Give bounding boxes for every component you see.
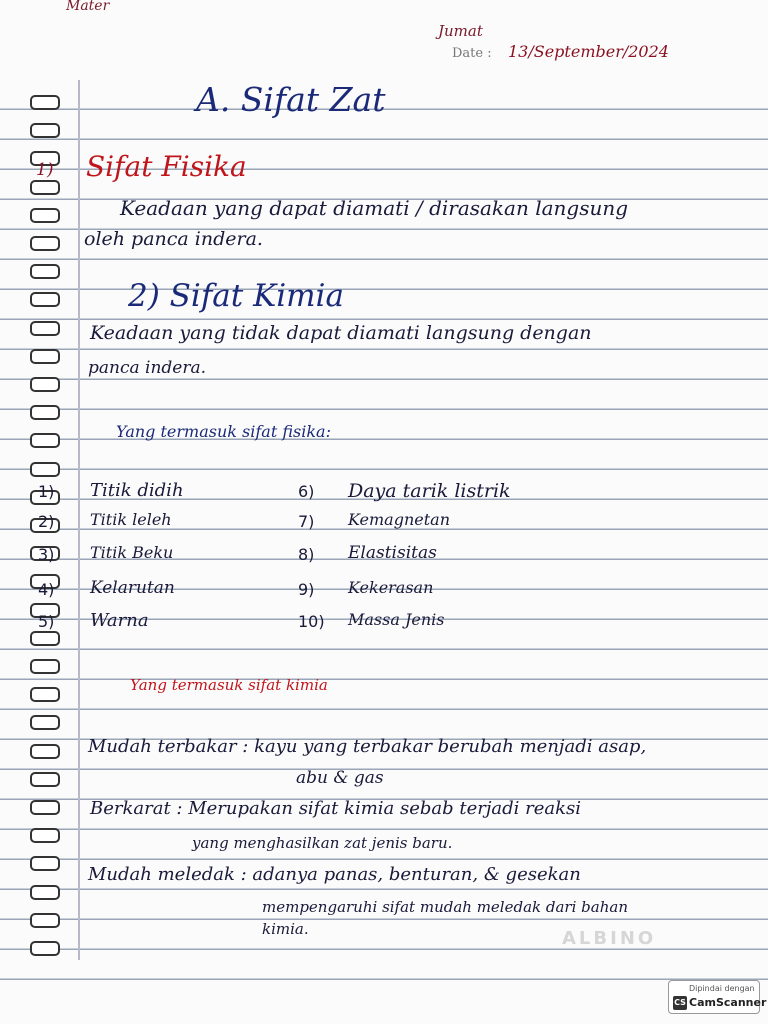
kimia-item-1-line2: abu & gas (296, 768, 384, 788)
spiral-ring (30, 377, 60, 392)
date-label: Date : (452, 46, 492, 61)
fisika-item-number: 6) (298, 482, 315, 501)
spiral-ring (30, 462, 60, 477)
camscanner-logo-icon: CS (673, 996, 687, 1010)
scanner-caption: Dipindai dengan (689, 984, 755, 993)
fisika-item-number: 7) (298, 512, 315, 531)
date-day: Jumat (438, 22, 483, 40)
fisika-item-text: Titik didih (90, 480, 184, 501)
kimia-item-2-line1: Berkarat : Merupakan sifat kimia sebab terjadi reaksi (90, 798, 582, 819)
spiral-ring (30, 941, 60, 956)
date-value: 13/September/2024 (508, 42, 669, 61)
spiral-ring (30, 828, 60, 843)
spiral-ring (30, 772, 60, 787)
spiral-ring (30, 856, 60, 871)
fisika-item-number: 10) (298, 612, 325, 631)
fisika-item-text: Kemagnetan (348, 510, 450, 529)
fisika-item-text: Elastisitas (348, 543, 437, 563)
spiral-ring (30, 687, 60, 702)
section2-line1: Keadaan yang tidak dapat diamati langsung dengan (90, 322, 592, 344)
corner-text: Mater (66, 0, 110, 14)
fisika-item-number: 5) (38, 612, 55, 631)
spiral-ring (30, 123, 60, 138)
fisika-item-number: 3) (38, 545, 55, 564)
spiral-ring (30, 715, 60, 730)
kimia-item-3-line2: mempengaruhi sifat mudah meledak dari bahan (262, 898, 628, 916)
kimia-item-3-line3: kimia. (262, 920, 309, 938)
spiral-ring (30, 885, 60, 900)
fisika-item-number: 9) (298, 580, 315, 599)
fisika-item-text: Kekerasan (348, 578, 434, 597)
spiral-ring (30, 349, 60, 364)
spiral-ring (30, 433, 60, 448)
kimia-item-3-line1: Mudah meledak : adanya panas, benturan, & gesekan (88, 864, 581, 885)
spiral-ring (30, 631, 60, 646)
kimia-list-heading: Yang termasuk sifat kimia (130, 676, 328, 694)
section2-line2: panca indera. (88, 358, 207, 378)
fisika-item-text: Titik Beku (90, 543, 174, 562)
spiral-ring (30, 264, 60, 279)
kimia-item-2-line2: yang menghasilkan zat jenis baru. (192, 834, 453, 852)
spiral-ring (30, 180, 60, 195)
spiral-ring (30, 236, 60, 251)
section1-number: 1) (36, 160, 54, 180)
scanner-name: CamScanner (689, 996, 767, 1009)
fisika-item-text: Massa Jenis (348, 610, 445, 629)
fisika-item-number: 4) (38, 580, 55, 599)
fisika-item-text: Warna (90, 610, 149, 631)
fisika-item-number: 1) (38, 482, 55, 501)
spiral-ring (30, 208, 60, 223)
fisika-item-text: Kelarutan (90, 578, 175, 598)
watermark: ALBINO (562, 928, 657, 949)
spiral-ring (30, 321, 60, 336)
spiral-ring (30, 800, 60, 815)
kimia-item-1-line1: Mudah terbakar : kayu yang terbakar berubah menjadi asap, (88, 736, 647, 757)
fisika-item-text: Titik leleh (90, 510, 172, 529)
page-title: A. Sifat Zat (196, 80, 386, 119)
spiral-ring (30, 659, 60, 674)
section2-heading: 2) Sifat Kimia (128, 278, 344, 314)
fisika-list-heading: Yang termasuk sifat fisika: (116, 422, 331, 441)
section1-line2: oleh panca indera. (84, 228, 263, 250)
spiral-ring (30, 913, 60, 928)
spiral-ring (30, 292, 60, 307)
fisika-item-number: 2) (38, 512, 55, 531)
spiral-ring (30, 744, 60, 759)
spiral-ring (30, 405, 60, 420)
fisika-item-number: 8) (298, 545, 315, 564)
section1-heading: Sifat Fisika (86, 150, 247, 183)
fisika-item-text: Daya tarik listrik (348, 480, 511, 502)
spiral-ring (30, 95, 60, 110)
margin-line (78, 80, 80, 960)
section1-line1: Keadaan yang dapat diamati / dirasakan langsung (120, 196, 629, 220)
scanner-badge (668, 980, 767, 1014)
